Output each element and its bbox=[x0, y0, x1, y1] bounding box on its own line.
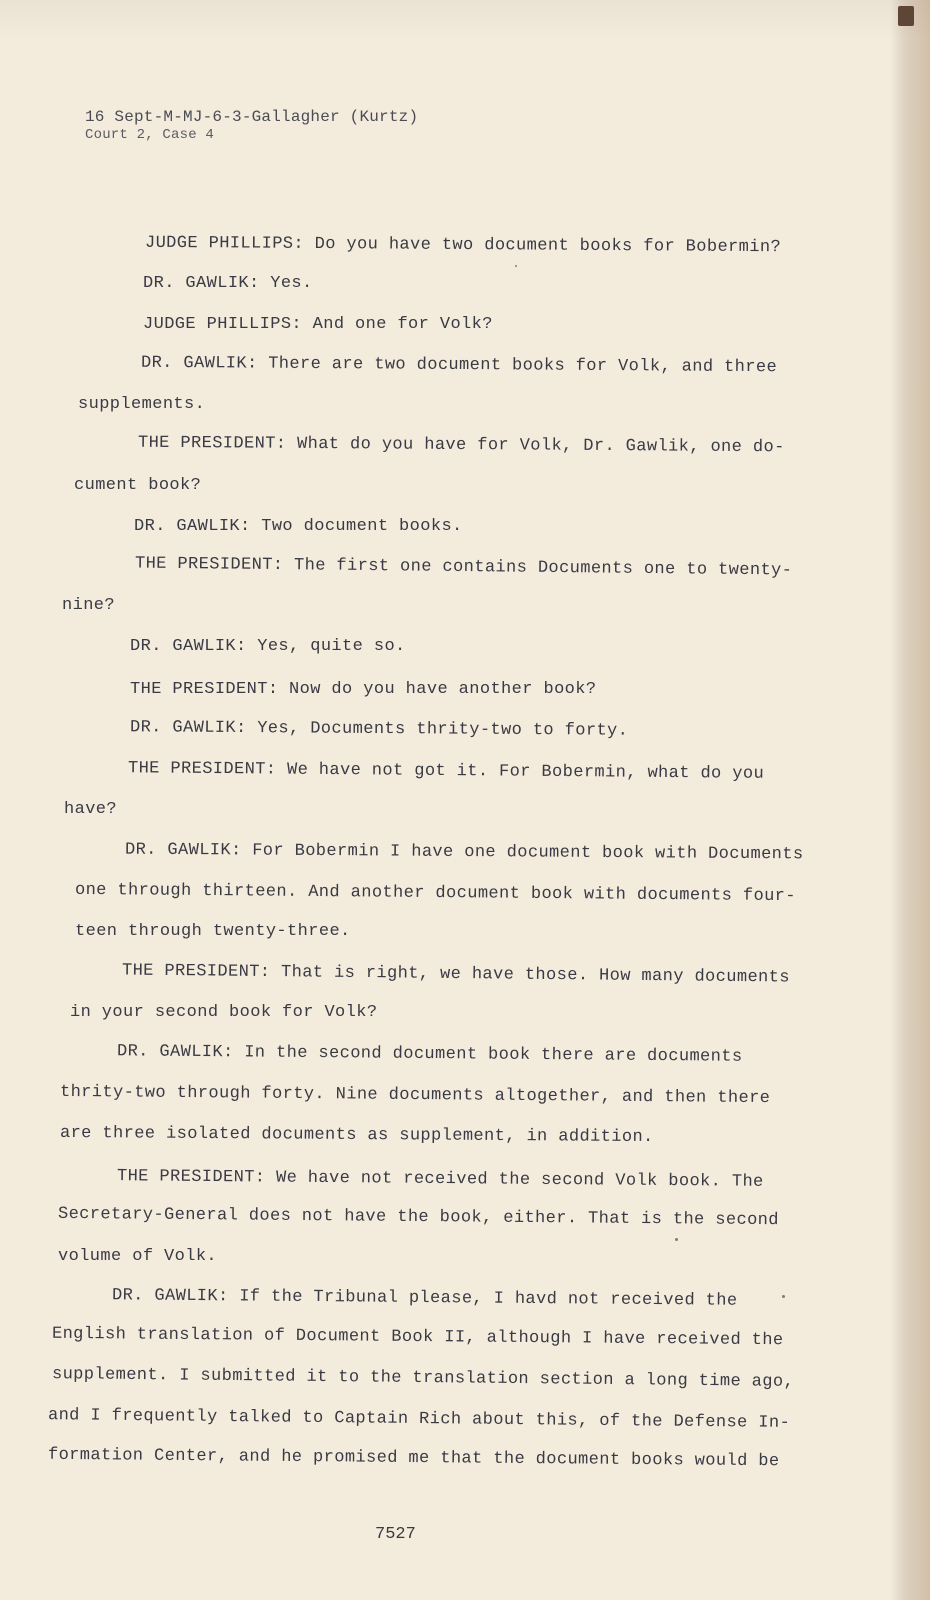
transcript-line: THE PRESIDENT: The first one contains Documents one to twenty- bbox=[134, 554, 793, 581]
punch-hole bbox=[898, 6, 914, 26]
transcript-line: supplement. I submitted it to the translation section a long time ago, bbox=[51, 1365, 795, 1392]
transcript-line: thrity-two through forty. Nine documents altogether, and then there bbox=[59, 1082, 771, 1109]
transcript-line: THE PRESIDENT: That is right, we have those. How many documents bbox=[121, 961, 790, 988]
transcript-line: teen through twenty-three. bbox=[75, 922, 351, 941]
transcript-line: supplements. bbox=[78, 395, 206, 414]
transcript-line: DR. GAWLIK: In the second document book there are documents bbox=[116, 1042, 743, 1067]
transcript-line: DR. GAWLIK: There are two document books for Volk, and three bbox=[140, 353, 778, 378]
paper-speck bbox=[782, 1295, 785, 1298]
header-line-1: 16 Sept-M-MJ-6-3-Gallagher (Kurtz) bbox=[85, 108, 419, 126]
transcript-line: JUDGE PHILLIPS: Do you have two document books for Bobermin? bbox=[144, 233, 782, 258]
header-line-2: Court 2, Case 4 bbox=[85, 127, 215, 143]
transcript-line: DR. GAWLIK: Two document books. bbox=[134, 517, 463, 536]
transcript-line: one through thirteen. And another document book with documents four- bbox=[74, 880, 796, 907]
paper-speck bbox=[675, 1238, 678, 1241]
transcript-line: have? bbox=[64, 800, 118, 819]
transcript-line: THE PRESIDENT: What do you have for Volk, Dr. Gawlik, one do- bbox=[137, 433, 785, 458]
transcript-line: in your second book for Volk? bbox=[70, 1003, 378, 1022]
transcript-line: DR. GAWLIK: For Bobermin I have one document book with Documents bbox=[124, 840, 804, 865]
paper-speck bbox=[515, 265, 517, 267]
transcript-line: and I frequently talked to Captain Rich about this, of the Defense In- bbox=[47, 1406, 791, 1433]
transcript-line: Secretary-General does not have the book, either. That is the second bbox=[57, 1204, 779, 1231]
transcript-line: DR. GAWLIK: If the Tribunal please, I havd not received the bbox=[111, 1286, 738, 1311]
transcript-line: THE PRESIDENT: We have not got it. For Bobermin, what do you bbox=[127, 759, 765, 784]
transcript-line: DR. GAWLIK: Yes, Documents thrity-two to forty. bbox=[129, 718, 629, 741]
document-header bbox=[85, 108, 418, 144]
transcript-line: DR. GAWLIK: Yes. bbox=[143, 274, 313, 293]
transcript-line: volume of Volk. bbox=[58, 1247, 218, 1266]
transcript-line: DR. GAWLIK: Yes, quite so. bbox=[130, 637, 406, 656]
transcript-line: nine? bbox=[62, 596, 116, 615]
transcript-line: cument book? bbox=[74, 476, 202, 495]
transcript-line: THE PRESIDENT: Now do you have another book? bbox=[130, 680, 597, 699]
page-number: 7527 bbox=[375, 1525, 416, 1544]
transcript-line: formation Center, and he promised me that the document books would be bbox=[47, 1445, 780, 1472]
transcript-line: are three isolated documents as supplement, in addition. bbox=[59, 1123, 654, 1148]
transcript-line: JUDGE PHILLIPS: And one for Volk? bbox=[143, 315, 493, 334]
transcript-line: THE PRESIDENT: We have not received the second Volk book. The bbox=[116, 1167, 764, 1192]
transcript-line: English translation of Document Book II, although I have received the bbox=[51, 1324, 784, 1351]
